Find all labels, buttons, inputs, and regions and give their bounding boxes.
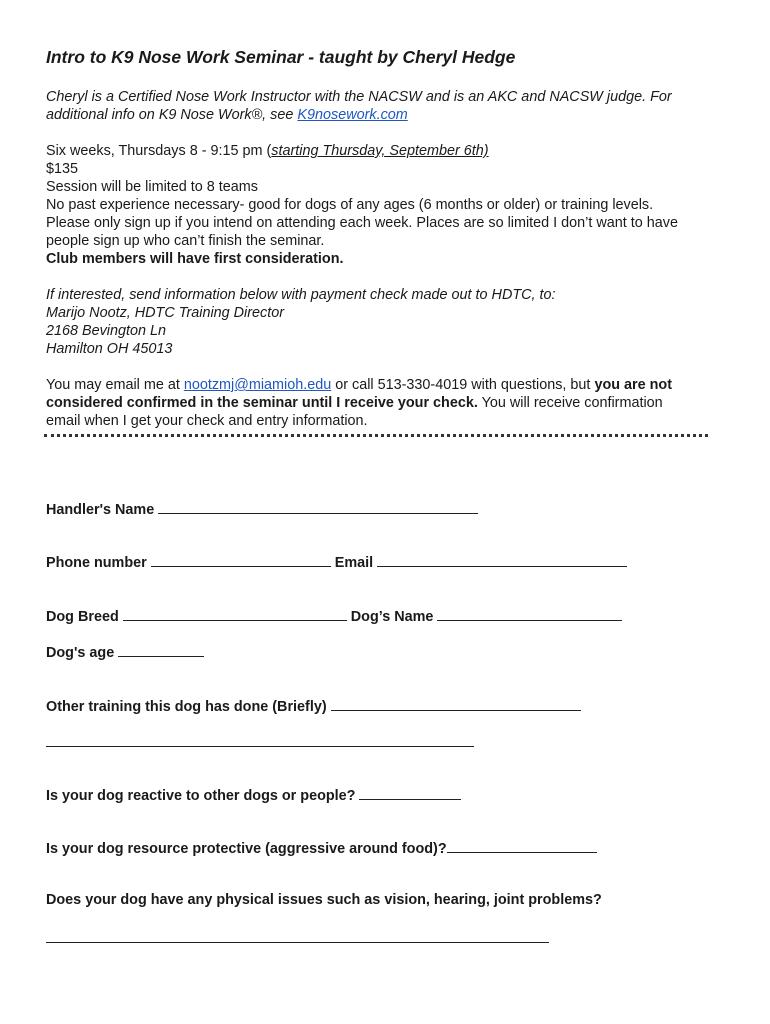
handler-name-field[interactable] [158,499,478,514]
physical-issues-row [46,892,602,908]
commitment-line-2: people sign up who can’t finish the seminar. [46,233,325,249]
other-training-extra-line[interactable] [46,746,474,747]
other-training-field[interactable] [331,696,581,711]
dog-name-label: Dog’s Name [350,609,434,625]
resource-row [46,838,597,857]
physical-issues-field[interactable] [46,942,549,943]
dog-age-row [46,642,204,661]
experience-note: No past experience necessary- good for dogs of any ages (6 months or older) or training levels. [46,197,654,213]
contact-line-3: email when I get your check and entry information. [46,413,368,429]
handler-name-label: Handler's Name [46,502,155,518]
contact-middle: or call 513-330-4019 with questions, but [331,377,595,393]
reactive-label: Is your dog reactive to other dogs or people? [46,788,356,804]
send-instruction: If interested, send information below with payment check made out to HDTC, to: [46,287,556,303]
page-title: Intro to K9 Nose Work Seminar - taught by Cheryl Hedge [46,47,516,67]
email-link[interactable]: nootzmj@miamioh.edu [183,377,332,393]
breed-name-row [46,606,622,625]
start-date: starting Thursday, September 6th) [271,143,489,159]
dog-breed-label: Dog Breed [46,609,119,625]
other-training-row [46,696,581,715]
reactive-row [46,785,461,804]
contact-prefix: You may email me at [46,377,184,393]
contact-line-1 [46,376,672,394]
commitment-line-1: Please only sign up if you intend on attending each week. Places are so limited I don’t want to have [46,215,678,231]
phone-field[interactable] [151,552,331,567]
schedule-text: Six weeks, Thursdays 8 - 9:15 pm ( [46,143,272,159]
intro-line-2 [46,106,408,124]
price: $135 [46,161,79,177]
club-priority: Club members will have first consideration. [46,251,344,267]
k9nosework-link[interactable]: K9nosework.com [297,107,408,123]
phone-label: Phone number [46,555,147,571]
contact-line-2 [46,394,663,412]
dotted-divider [44,434,708,437]
email-field[interactable] [377,552,627,567]
dog-name-field[interactable] [437,606,622,621]
physical-issues-label: Does your dog have any physical issues such as vision, hearing, joint problems? [46,892,602,908]
intro-line-1: Cheryl is a Certified Nose Work Instructor with the NACSW and is an AKC and NACSW judge. For [46,89,672,105]
other-training-label: Other training this dog has done (Briefly) [46,699,327,715]
schedule-line [46,142,489,160]
intro-line-2-text: additional info on K9 Nose Work®, see [46,107,298,123]
address-name: Marijo Nootz, HDTC Training Director [46,305,285,321]
phone-email-row [46,552,627,571]
dog-breed-field[interactable] [123,606,347,621]
team-limit: Session will be limited to 8 teams [46,179,258,195]
dog-age-label: Dog's age [46,645,115,661]
handler-name-row [46,499,478,518]
email-label: Email [334,555,374,571]
reactive-field[interactable] [359,785,461,800]
resource-field[interactable] [447,838,597,853]
contact-after-bold: You will receive confirmation [477,395,663,411]
dog-age-field[interactable] [118,642,204,657]
address-city: Hamilton OH 45013 [46,341,173,357]
resource-label: Is your dog resource protective (aggressive around food)? [46,841,447,857]
contact-bold-2: considered confirmed in the seminar until I receive your check. [46,395,478,411]
address-street: 2168 Bevington Ln [46,323,167,339]
contact-bold-1: you are not [594,377,672,393]
